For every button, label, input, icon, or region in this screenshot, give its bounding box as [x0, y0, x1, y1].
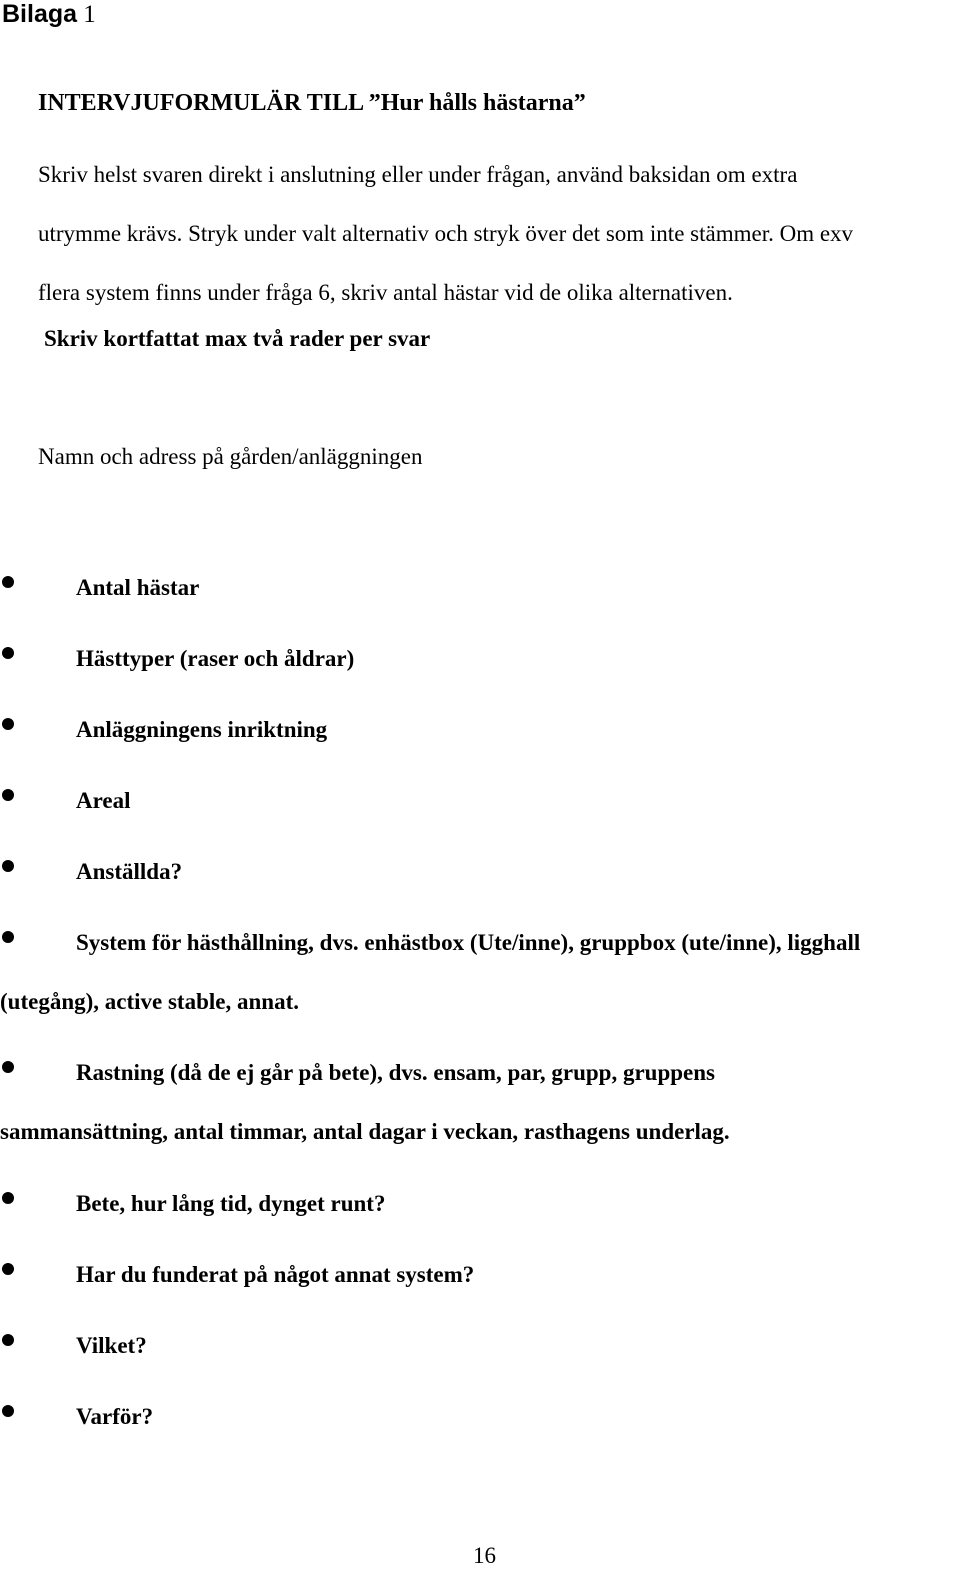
- bullet-icon: [2, 860, 14, 872]
- form-title: INTERVJUFORMULÄR TILL ”Hur hålls hästarna”: [38, 90, 586, 116]
- question-item: Anläggningens inriktning: [76, 717, 328, 742]
- answer-length-note: Skriv kortfattat max två rader per svar: [44, 326, 431, 351]
- question-item: Vilket?: [76, 1333, 147, 1358]
- appendix-label: Bilaga: [2, 0, 78, 28]
- bullet-icon: [2, 647, 14, 659]
- question-item: Antal hästar: [76, 575, 200, 600]
- name-address-field-label: Namn och adress på gården/anläggningen: [38, 444, 423, 469]
- instruction-line: flera system finns under fråga 6, skriv antal hästar vid de olika alternativen.: [38, 280, 733, 305]
- bullet-icon: [2, 1192, 14, 1204]
- bullet-icon: [2, 789, 14, 801]
- question-item: Bete, hur lång tid, dynget runt?: [76, 1191, 386, 1216]
- instruction-line: Skriv helst svaren direkt i anslutning eller under frågan, använd baksidan om extra: [38, 162, 798, 187]
- question-item: Anställda?: [76, 859, 183, 884]
- bullet-icon: [2, 931, 14, 943]
- question-item: Areal: [76, 788, 131, 813]
- bullet-icon: [2, 718, 14, 730]
- question-item: System för hästhållning, dvs. enhästbox (Ute/inne), gruppbox (ute/inne), ligghall: [76, 930, 861, 955]
- appendix-number: 1: [83, 1, 96, 28]
- page-number: 16: [473, 1543, 496, 1568]
- question-item: Har du funderat på något annat system?: [76, 1262, 475, 1287]
- instruction-line: utrymme krävs. Stryk under valt alternativ och stryk över det som inte stämmer. Om exv: [38, 221, 854, 246]
- question-item: Rastning (då de ej går på bete), dvs. ensam, par, grupp, gruppens: [76, 1060, 715, 1085]
- form-instructions: [38, 145, 958, 322]
- question-item: Varför?: [76, 1404, 154, 1429]
- question-item-continuation: (utegång), active stable, annat.: [0, 989, 299, 1014]
- appendix-heading: [2, 0, 96, 29]
- bullet-icon: [2, 1334, 14, 1346]
- question-item-continuation: sammansättning, antal timmar, antal dagar i veckan, rasthagens underlag.: [0, 1119, 730, 1144]
- question-item: Hästtyper (raser och åldrar): [76, 646, 355, 671]
- bullet-icon: [2, 1263, 14, 1275]
- bullet-icon: [2, 1405, 14, 1417]
- bullet-icon: [2, 576, 14, 588]
- bullet-icon: [2, 1061, 14, 1073]
